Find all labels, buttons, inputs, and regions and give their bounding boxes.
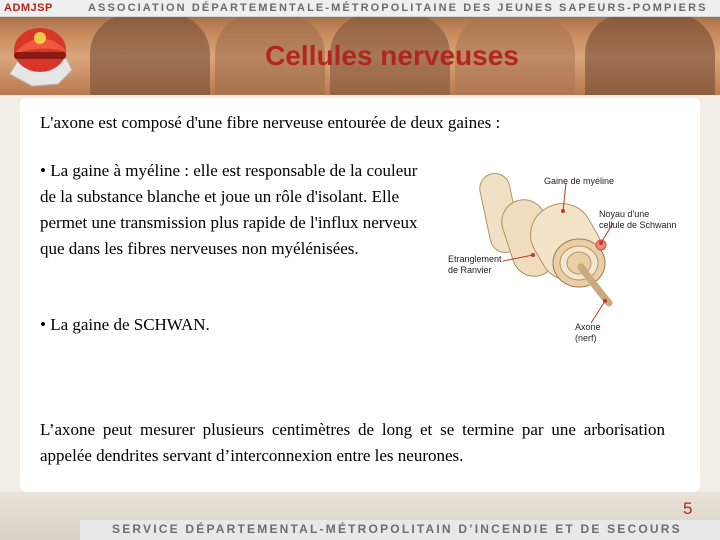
page-number: 5 <box>683 499 693 518</box>
label-axone-line1: Axone <box>575 322 601 332</box>
label-noyau-line1: Noyau d'une <box>599 209 650 219</box>
label-gaine-myeline: Gaine de myéline <box>544 176 615 186</box>
label-etranglement-line1: Etranglement <box>448 254 502 264</box>
brand-name: ADMJSP <box>4 2 53 14</box>
label-noyau-line2: cellule de Schwann <box>599 220 677 230</box>
label-axone-line2: (nerf) <box>575 333 597 343</box>
bullet-schwann: • La gaine de SCHWAN. <box>40 315 210 334</box>
label-etranglement-line2: de Ranvier <box>448 265 492 275</box>
intro-text: L'axone est composé d'une fibre nerveuse entourée de deux gaines : <box>40 113 501 132</box>
bullet-myelin: • La gaine à myéline : elle est responsable de la couleur de la substance blanche et joue un rôle d'isolant. Elle permet une transmission plus rapide de l'influx nerveux que dans les fibres nerveuses non myélénisées. <box>40 161 418 258</box>
service-name: SERVICE DÉPARTEMENTAL-MÉTROPOLITAIN D’INCENDIE ET DE SECOURS <box>112 522 682 536</box>
axon-diagram <box>441 163 687 348</box>
closing-text: L’axone peut mesurer plusieurs centimètres de long et se termine par une arborisation appelée dendrites servant d’interconnexion entre les neurones. <box>40 420 665 465</box>
association-name: ASSOCIATION DÉPARTEMENTALE-MÉTROPOLITAINE DES JEUNES SAPEURS-POMPIERS <box>88 2 708 14</box>
page-title: Cellules nerveuses <box>265 40 519 71</box>
